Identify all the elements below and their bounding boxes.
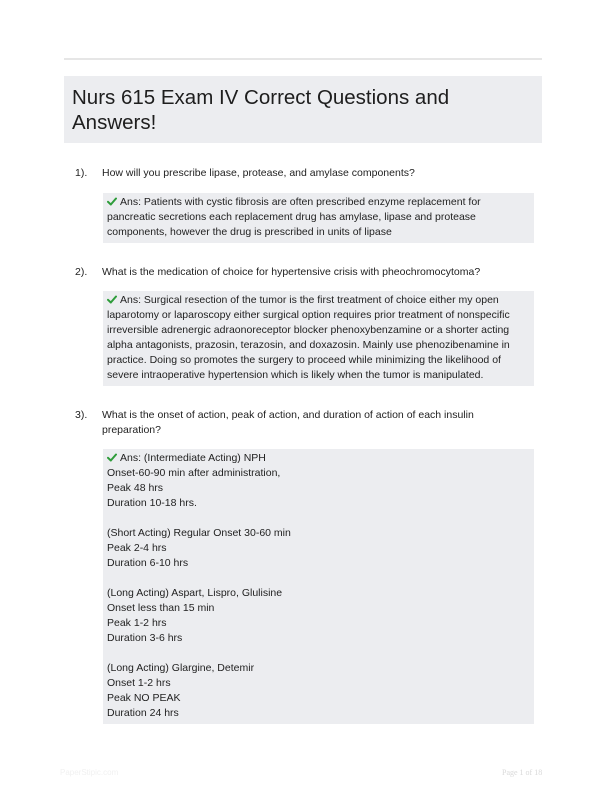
answer-line: pancreatic secretions each replacement drug has amylase, lipase and protease xyxy=(107,211,476,223)
question-text: What is the medication of choice for hypertensive crisis with pheochromocytoma? xyxy=(102,266,481,278)
answer-line: practice. Doing so promotes the surgery to proceed while minimizing the likelihood of xyxy=(107,354,501,366)
answer-line xyxy=(107,195,529,210)
answer-line: laparotomy or laparoscopy either surgical option requires prior treatment of nonspecific xyxy=(107,309,510,321)
answer-line: (Long Acting) Aspart, Lispro, Glulisine xyxy=(107,587,283,599)
answer-line: Duration 10-18 hrs. xyxy=(107,497,197,509)
answer-box-2 xyxy=(103,291,534,386)
question-text xyxy=(102,408,522,438)
footer-watermark: PaperStipic.com xyxy=(60,768,119,777)
answer-text: Ans: (Intermediate Acting) NPH xyxy=(120,452,266,464)
question-number: 3). xyxy=(75,409,88,421)
answer-blank-line xyxy=(107,646,529,661)
answer-blank-line xyxy=(107,511,529,526)
title-banner xyxy=(64,76,542,143)
answer-text: Ans: Patients with cystic fibrosis are often prescribed enzyme replacement for xyxy=(120,196,481,208)
answer-line: Duration 24 hrs xyxy=(107,707,179,719)
answer-line: components, however the drug is prescribed in units of lipase xyxy=(107,226,392,238)
answer-text: Ans: Surgical resection of the tumor is the first treatment of choice either my open xyxy=(120,294,499,306)
answer-line: Duration 3-6 hrs xyxy=(107,632,183,644)
answer-line: (Long Acting) Glargine, Detemir xyxy=(107,662,255,674)
checkmark-icon xyxy=(107,295,117,304)
answer-line: irreversible adrenergic adraonoreceptor blocker phenoxybenzamine or a shorter acting xyxy=(107,324,510,336)
answer-line: Duration 6-10 hrs xyxy=(107,557,189,569)
question-line: preparation? xyxy=(102,424,161,436)
answer-line: Peak 48 hrs xyxy=(107,482,164,494)
question-line: What is the onset of action, peak of action, and duration of action of each insulin xyxy=(102,409,474,421)
answer-box-3 xyxy=(103,449,534,724)
answer-line: severe intraoperative hypertension which is likely when the tumor is manipulated. xyxy=(107,369,484,381)
answer-blank-line xyxy=(107,571,529,586)
answer-line: (Short Acting) Regular Onset 30-60 min xyxy=(107,527,291,539)
answer-box-1 xyxy=(103,193,534,243)
answer-line: Peak 1-2 hrs xyxy=(107,617,167,629)
answer-line: Onset-60-90 min after administration, xyxy=(107,467,281,479)
answer-line: Peak 2-4 hrs xyxy=(107,542,167,554)
answer-line: Peak NO PEAK xyxy=(107,692,181,704)
answer-line: Onset less than 15 min xyxy=(107,602,215,614)
answer-line xyxy=(107,451,529,466)
checkmark-icon xyxy=(107,453,117,462)
question-number: 1). xyxy=(75,167,88,179)
answer-line xyxy=(107,293,529,308)
header-divider xyxy=(64,58,542,60)
page-number-label: Page 1 of 18 xyxy=(502,768,543,777)
answer-line: alpha antagonists, prazosin, terazosin, and doxazosin. Mainly use phenozibenamine in xyxy=(107,339,510,351)
question-number: 2). xyxy=(75,266,88,278)
question-text: How will you prescribe lipase, protease, and amylase components? xyxy=(102,167,415,179)
page-title: Nurs 615 Exam IV Correct Questions and Answers! xyxy=(72,86,450,134)
answer-line: Onset 1-2 hrs xyxy=(107,677,171,689)
checkmark-icon xyxy=(107,197,117,206)
